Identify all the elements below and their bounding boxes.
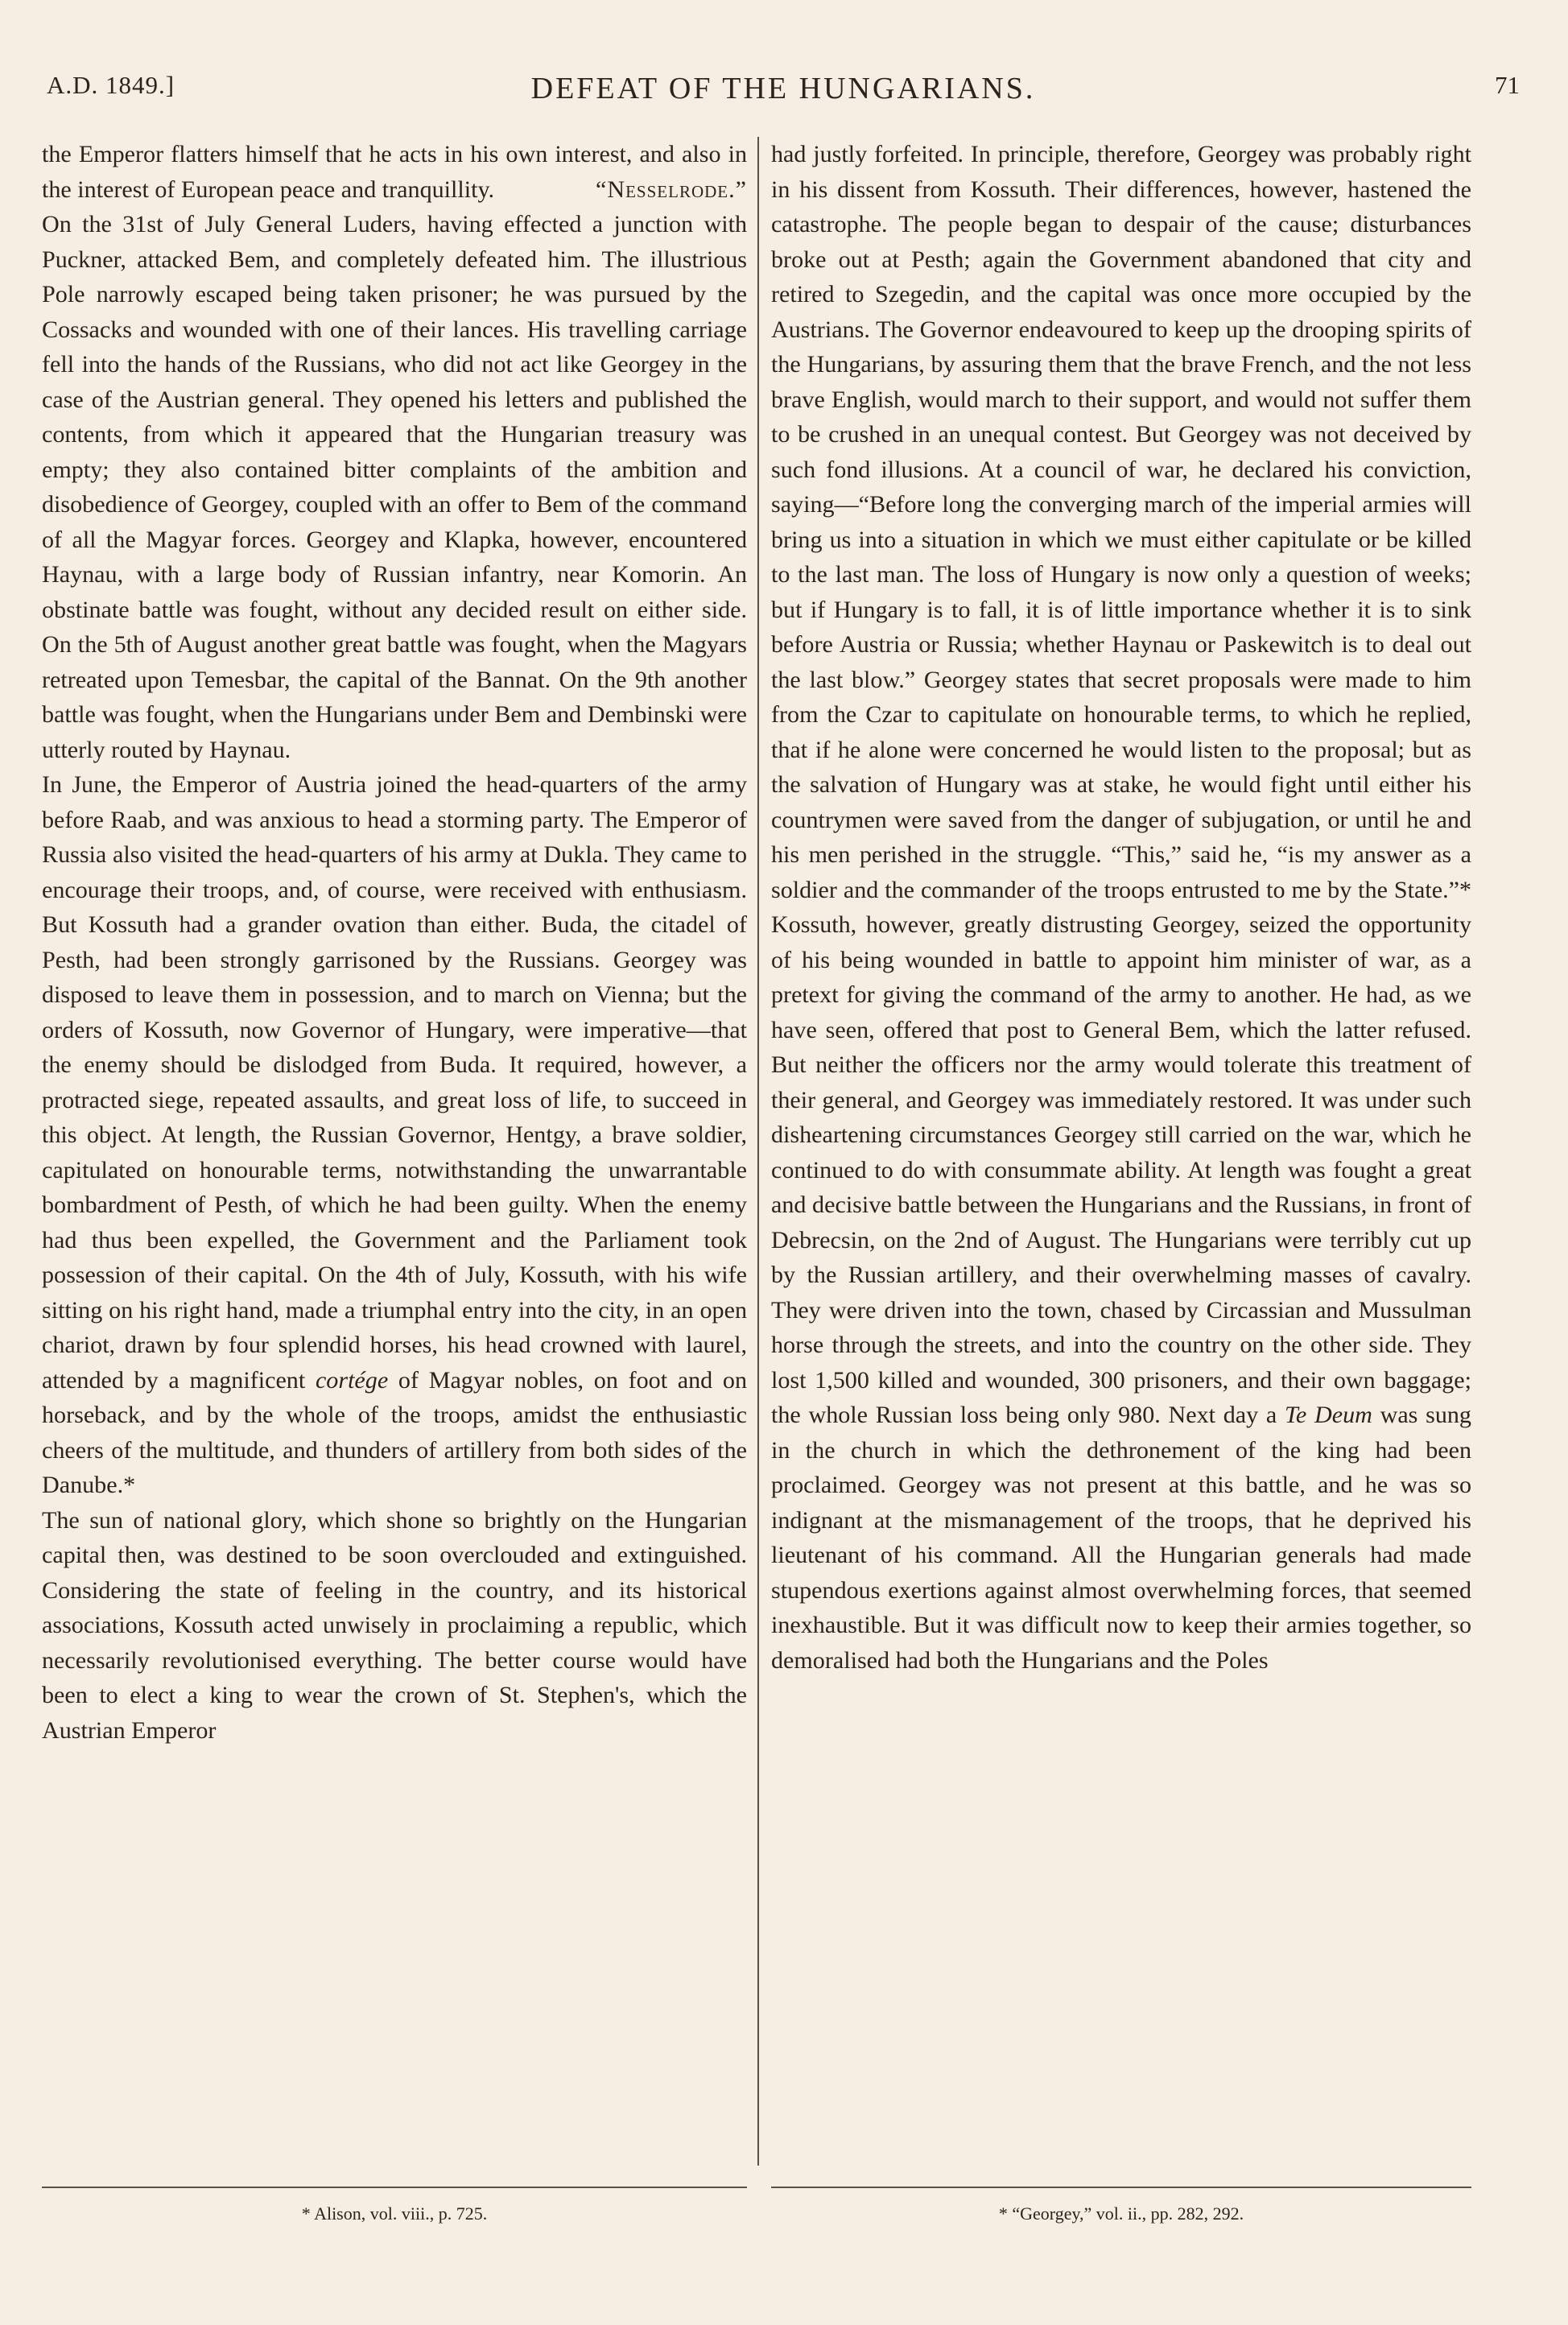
italic-term: cortége	[315, 1365, 389, 1394]
paragraph-national-glory: The sun of national glory, which shone so brightly on the Hungarian capital then, was destined to be soon overclouded and extinguished. Considering the state of feeling in the country, and its historical associations, Kossuth acted unwisely in proclaiming a republic, which necessarily revolutionised everything. The better course would have been to elect a king to wear the crown of St. Stephen's, which the Austrian Emperor	[42, 1505, 747, 1744]
letter-signature: “Nesselrode.”	[596, 175, 747, 203]
italic-term: Te Deum	[1284, 1401, 1372, 1428]
paragraph-text: had justly forfeited. In principle, therefore, Georgey was probably right in his dissent from Kossuth. Their differences, however, hastened the catastrophe. The people began to despair of the cause; disturbances broke out at Pesth; again the Government abandoned that city and retired to Szegedin, and the capital was once more occupied by the Austrians. The Governor endeavoured to keep up the drooping spirits of the Hungarians, by assuring them that the brave French, and the not less brave English, would march to their support, and would not suffer them to be crushed in an unequal contest. But Georgey was not deceived by such fond illusions. At a council of war, he declared his conviction, saying—“Before long the converging march of the imperial armies will bring us into a situation in which we must either capitulate or be killed to the last man. The loss of Hungary is now only a question of weeks; but if Hungary is to fall, it is of little importance whether it is to sink before Austria or Russia; whether Haynau or Paskewitch is to deal out the last blow.” Georgey states that secret proposals were made to him from the Czar to capitulate on honourable terms, to which he replied, that if he alone were concerned he would listen to the proposal; but as the salvation of Hungary was at stake, he would fight until either his countrymen were saved from the danger of subjugation, or until he and his men perished in the struggle. “This,” said he, “is my answer as a soldier and the commander of the troops entrusted to me by the State.”* Kossuth, however, greatly distrusting Georgey, seized the opportunity of his being wounded in battle to appoint him minister of war, as a pretext for giving the command of the army to another. He had, as we have seen, offered that post to General Bem, which the latter refused. But neither the officers nor the army would tolerate this treatment of their general, and Georgey was immediately restored. It was under such disheartening circumstances Georgey still carried on the war, which he continued to do with consummate ability. At length was fought a great and decisive battle between the Hungarians and the Russians, in front of Debrecsin, on the 2nd of August. The Hungarians were terribly cut up by the Russian artillery, and their overwhelming masses of cavalry. They were driven into the town, chased by Circassian and Mussulman horse through the streets, and into the country on the other side. They lost 1,500 killed and wounded, 300 prisoners, and their own baggage; the whole Russian loss being only 980. Next day a	[771, 140, 1471, 1428]
page-number: 71	[1495, 71, 1520, 99]
paragraph-georgey-dissent	[771, 137, 1471, 1678]
paragraph-nesselrode-quote	[42, 137, 747, 207]
column-divider	[757, 137, 759, 2166]
paragraph-text: of Magyar nobles, on foot and on horseback, and by the whole of the troops, amidst the enthusiastic cheers of the multitude, and thunders of artillery from both sides of the Danube.*	[42, 1365, 747, 1498]
running-header	[47, 71, 1520, 119]
paragraph-text: In June, the Emperor of Austria joined the head-quarters of the army before Raab, and was anxious to head a storming party. The Emperor of Russia also visited the head-quarters of his army at Dukla. They came to encourage their troops, and, of course, were received with enthusiasm. But Kossuth had a grander ovation than either. Buda, the citadel of Pesth, had been strongly garrisoned by the Russians. Georgey was disposed to leave them in possession, and to march on Vienna; but the orders of Kossuth, now Governor of Hungary, were imperative—that the enemy should be dislodged from Buda. It required, however, a protracted siege, repeated assaults, and great loss of life, to succeed in this object. At length, the Russian Governor, Hentgy, a brave soldier, capitulated on honourable terms, notwithstanding the unwarrantable bombardment of Pesth, of which he had been guilty. When the enemy had thus been expelled, the Government and the Parliament took possession of their capital. On the 4th of July, Kossuth, with his wife sitting on his right hand, made a triumphal entry into the city, in an open chariot, drawn by four splendid horses, his head crowned with laurel, attended by a magnificent	[42, 770, 747, 1394]
header-date: A.D. 1849.]	[47, 71, 175, 99]
page-title: DEFEAT OF THE HUNGARIANS.	[530, 72, 1036, 105]
paragraph-text: the Emperor flatters himself that he acts in his own interest, and also in the interest of European peace and tranquillity.	[42, 140, 747, 203]
footnote-left: * Alison, vol. viii., p. 725.	[301, 2203, 488, 2224]
paragraph-kossuth-entry	[42, 767, 747, 1503]
footnote-rule-right	[771, 2187, 1471, 2188]
right-column	[771, 137, 1471, 2182]
footnote-right: * “Georgey,” vol. ii., pp. 282, 292.	[998, 2203, 1244, 2224]
footnote-rule-left	[42, 2187, 747, 2188]
paragraph-text: was sung in the church in which the dethronement of the king had been proclaimed. Georgey was not present at this battle, and he was so indignant at the mismanagement of the troops, that he deprived his lieutenant of his command. All the Hungarian generals had made stupendous exertions against almost overwhelming forces, that seemed inexhaustible. But it was difficult now to keep their armies together, so demoralised had both the Hungarians and the Poles	[771, 1401, 1471, 1674]
paragraph-luders-battle: On the 31st of July General Luders, having effected a junction with Puckner, attacked Bem, and completely defeated him. The illustrious Pole narrowly escaped being taken prisoner; he was pursued by the Cossacks and wounded with one of their lances. His travelling carriage fell into the hands of the Russians, who did not act like Georgey in the case of the Austrian general. They opened his letters and published the contents, from which it appeared that the Hungarian treasury was empty; they also contained bitter complaints of the ambition and disobedience of Georgey, coupled with an offer to Bem of the command of all the Magyar forces. Georgey and Klapka, however, encountered Haynau, with a large body of Russian infantry, near Komorin. An obstinate battle was fought, without any decided result on either side. On the 5th of August another great battle was fought, when the Magyars retreated upon Temesbar, the capital of the Bannat. On the 9th another battle was fought, when the Hungarians under Bem and Dembinski were utterly routed by Haynau.	[42, 210, 747, 763]
left-column	[42, 137, 747, 2182]
